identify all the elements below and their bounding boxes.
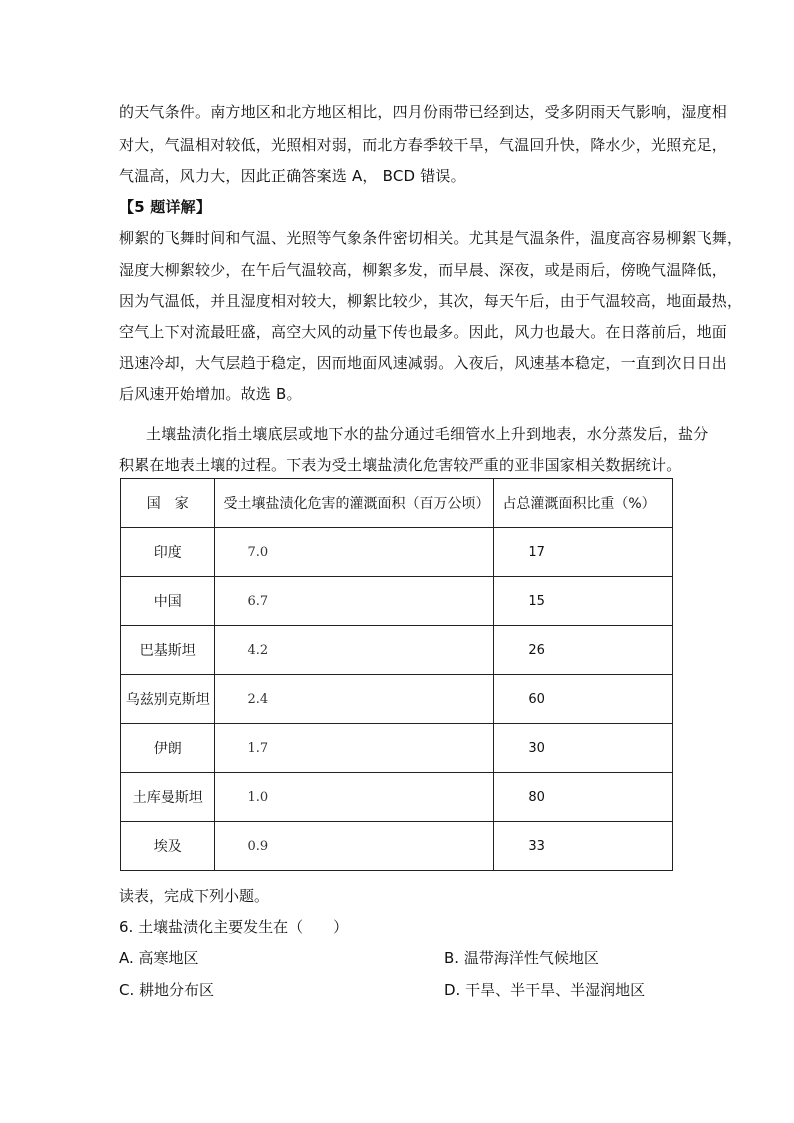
- header-country: 国 家: [121, 479, 215, 528]
- cell-area: 0.9: [215, 822, 494, 871]
- text-line: 气温高，风力大，因此正确答案选 A， BCD 错误。: [119, 167, 466, 185]
- option-b: B. 温带海洋性气候地区: [444, 949, 599, 967]
- cell-share: 33: [494, 822, 673, 871]
- table-row: [121, 577, 673, 626]
- table-row: [121, 528, 673, 577]
- text-line: 因为气温低，并且湿度相对较大，柳絮比较少，其次，每天午后，由于气温较高，地面最热，: [119, 292, 743, 310]
- cell-area: 4.2: [215, 626, 494, 675]
- text-line: 迅速冷却，大气层趋于稳定，因而地面风速减弱。入夜后，风速基本稳定，一直到次日日出: [119, 354, 728, 372]
- table-row: [121, 724, 673, 773]
- table-row: [121, 822, 673, 871]
- cell-area: 6.7: [215, 577, 494, 626]
- cell-area: 7.0: [215, 528, 494, 577]
- cell-country: 中国: [121, 577, 215, 626]
- cell-share: 30: [494, 724, 673, 773]
- cell-country: 伊朗: [121, 724, 215, 773]
- cell-share: 80: [494, 773, 673, 822]
- text-line: 柳絮的飞舞时间和气温、光照等气象条件密切相关。尤其是气温条件，温度高容易柳絮飞舞，: [119, 229, 743, 247]
- cell-country: 巴基斯坦: [121, 626, 215, 675]
- cell-country: 印度: [121, 528, 215, 577]
- option-c: C. 耕地分布区: [119, 981, 215, 999]
- table-header-row: [121, 479, 673, 528]
- option-d: D. 干旱、半干旱、半湿润地区: [444, 981, 646, 999]
- table-row: [121, 675, 673, 724]
- cell-share: 60: [494, 675, 673, 724]
- cell-share: 17: [494, 528, 673, 577]
- intro-line: 积累在地表土壤的过程。下表为受土壤盐渍化危害较严重的亚非国家相关数据统计。: [119, 456, 682, 474]
- cell-share: 15: [494, 577, 673, 626]
- header-area: 受土壤盐渍化危害的灌溉面积（百万公顷）: [215, 479, 494, 528]
- cell-country: 乌兹别克斯坦: [121, 675, 215, 724]
- question-stem: 6. 土壤盐渍化主要发生在（ ）: [119, 918, 349, 936]
- intro-line: 土壤盐渍化指土壤底层或地下水的盐分通过毛细管水上升到地表，水分蒸发后，盐分: [146, 425, 709, 443]
- table-row: [121, 773, 673, 822]
- header-share: 占总灌溉面积比重（%）: [494, 479, 673, 528]
- text-line: 湿度大柳絮较少，在午后气温较高，柳絮多发，而早晨、深夜，或是雨后，傍晚气温降低，: [119, 261, 728, 279]
- text-line: 空气上下对流最旺盛，高空大风的动量下传也最多。因此，风力也最大。在日落前后，地面: [119, 323, 728, 341]
- cell-country: 土库曼斯坦: [121, 773, 215, 822]
- instruction-text: 读表，完成下列小题。: [119, 887, 270, 905]
- cell-area: 1.7: [215, 724, 494, 773]
- text-line: 的天气条件。南方地区和北方地区相比，四月份雨带已经到达，受多阴雨天气影响，湿度相: [119, 103, 728, 121]
- section-heading: 【5 题详解】: [119, 198, 212, 216]
- text-line: 对大，气温相对较低，光照相对弱，而北方春季较干旱，气温回升快，降水少，光照充足，: [119, 136, 728, 154]
- cell-area: 1.0: [215, 773, 494, 822]
- table-row: [121, 626, 673, 675]
- option-a: A. 高寒地区: [119, 949, 199, 967]
- cell-area: 2.4: [215, 675, 494, 724]
- cell-country: 埃及: [121, 822, 215, 871]
- text-line: 后风速开始增加。故选 B。: [119, 385, 302, 403]
- salinization-table: [120, 478, 673, 871]
- cell-share: 26: [494, 626, 673, 675]
